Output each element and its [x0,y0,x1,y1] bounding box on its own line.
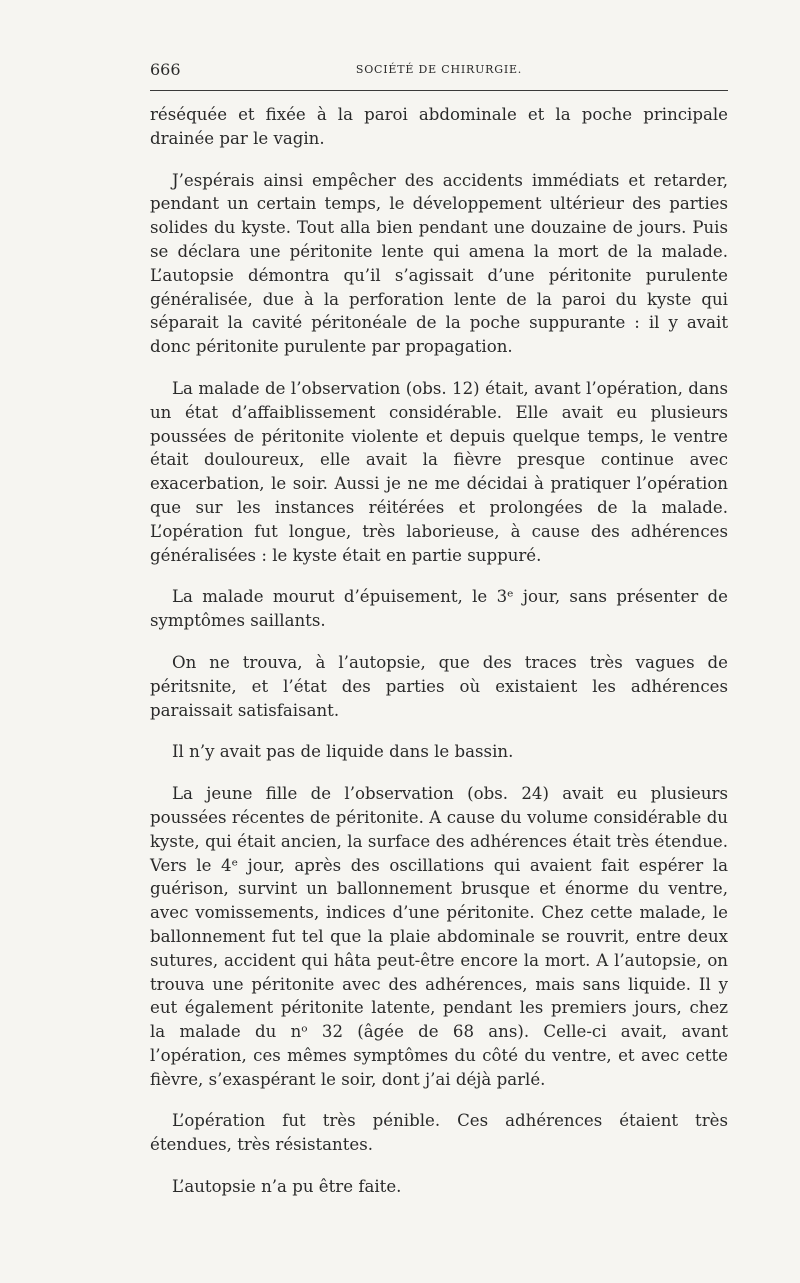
running-title: SOCIÉTÉ DE CHIRURGIE. [355,63,523,76]
paragraph: J’espérais ainsi empêcher des accidents immédiats et retarder, pendant un certain temps, le développement ultérieur des parties solides du kyste. Tout alla bien pendant une douzaine de jours. Puis se déclara une péritonite lente qui amena la mort de la malade. L’autopsie démontra qu’il s’agissait d’une péritonite purulente généralisée, due à la perforation lente de la paroi du kyste qui séparait la cavité péritonéale de la poche suppurante : il y avait donc péritonite purulente par propagation. [150,170,728,357]
paragraph-continuation: réséquée et fixée à la paroi abdominale et la poche principale drainée par le vagin. [150,105,728,148]
paragraph: La malade de l’observation (obs. 12) était, avant l’opération, dans un état d’affaiblissement considérable. Elle avait eu plusieurs poussées de péritonite violente et depuis quelque temps, le ventre était douloureux, elle avait la fièvre presque continue avec exacerbation, le soir. Aussi je ne me décidai à pratiquer l’opération que sur les instances réitérées et prolongées de la malade. L’opération fut longue, très laborieuse, à cause des adhérences généralisées : le kyste était en partie suppuré. [150,378,728,565]
running-head [150,56,728,84]
paragraph: L’autopsie n’a pu être faite. [172,1177,402,1197]
paragraph: Il n’y avait pas de liquide dans le bassin. [172,742,514,762]
page-number: 666 [150,60,181,79]
body-text [150,103,728,1199]
paragraph: On ne trouva, à l’autopsie, que des traces très vagues de péritsnite, et l’état des parties où existaient les adhérences paraissait satisfaisant. [150,652,728,720]
paragraph: L’opération fut très pénible. Ces adhérences étaient très étendues, très résistantes. [150,1111,728,1155]
header-rule [150,90,728,91]
book-page [150,56,728,1199]
paragraph: La jeune fille de l’observation (obs. 24) avait eu plusieurs poussées récentes de péritonite. A cause du volume considérable du kyste, qui était ancien, la surface des adhérences était très étendue. Vers le 4ᵉ jour, après des oscillations qui avaient fait espérer la guérison, survint un ballonnement brusque et énorme du ventre, avec vomissements, indices d’une péritonite. Chez cette malade, le ballonnement fut tel que la plaie abdominale se rouvrit, entre deux sutures, accident qui hâta peut-être encore la mort. A l’autopsie, on trouva une péritonite avec des adhérences, mais sans liquide. Il y eut également péritonite latente, pendant les premiers jours, chez la malade du nᵒ 32 (âgée de 68 ans). Celle-ci avait, avant l’opération, ces mêmes symptômes du côté du ventre, et avec cette fièvre, s’exaspérant le soir, dont j’ai déjà parlé. [150,784,728,1089]
paragraph: La malade mourut d’épuisement, le 3ᵉ jour, sans présenter de symptômes saillants. [150,587,728,631]
